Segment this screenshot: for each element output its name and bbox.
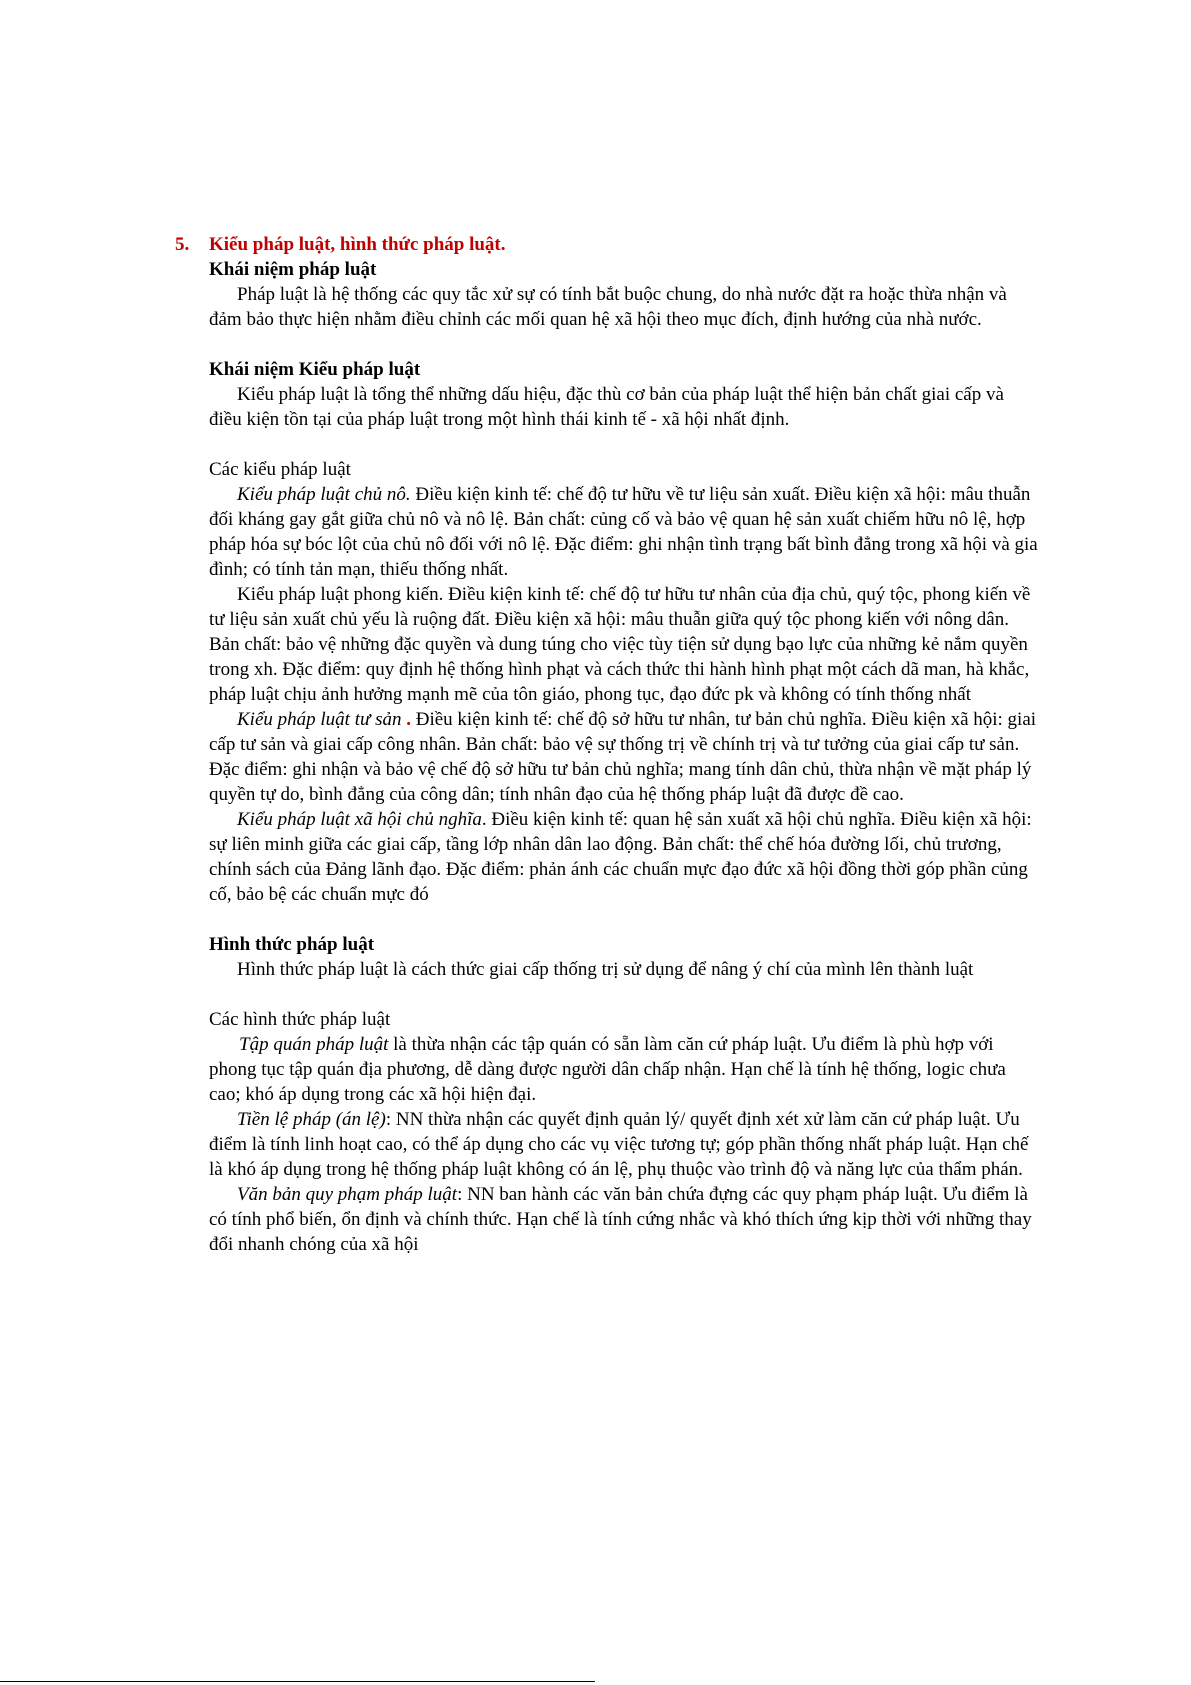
document-body	[209, 232, 1039, 1257]
text-tap-quan: là thừa nhận các tập quán có sẵn làm căn cứ pháp luật. Ưu điểm là phù hợp với phong tục tập quán địa phương, dễ dàng được người dân chấp nhận. Hạn chế là tính hệ thống, logic chưa cao; khó áp dụng trong các xã hội hiện đại.	[209, 1034, 1006, 1105]
text-kieu-xhcn: . Điều kiện kinh tế: quan hệ sản xuất xã hội chủ nghĩa. Điều kiện xã hội: sự liên minh giữa các giai cấp, tầng lớp nhân dân lao động. Bản chất: thể chế hóa đường lối, chủ trương, chính sách của Đảng lãnh đạo. Đặc điểm: phản ánh các chuẩn mực đạo đức xã hội đồng thời góp phần củng cố, bảo bệ các chuẩn mực đó	[209, 809, 1032, 905]
label-kieu-tu-san: Kiểu pháp luật tư sản	[237, 709, 402, 730]
label-tien-le: Tiền lệ pháp (án lệ)	[237, 1109, 386, 1130]
section-title: Kiểu pháp luật, hình thức pháp luật.	[209, 234, 506, 255]
subheading-cac-hinh-thuc-phap-luat: Các hình thức pháp luật	[209, 1009, 391, 1030]
section-number: 5.	[175, 234, 190, 255]
text-tien-le: : NN thừa nhận các quyết định quản lý/ quyết định xét xử làm căn cứ pháp luật. Ưu điểm là tính linh hoạt cao, có thể áp dụng cho các vụ việc tương tự; góp phần thống nhất pháp luật. Hạn chế là khó áp dụng trong hệ thống pháp luật không có án lệ, phụ thuộc vào trình độ và năng lực của thẩm phán.	[209, 1109, 1029, 1180]
paragraph-kieu-chu-no	[209, 482, 1039, 582]
paragraph-khai-niem-kieu-phap-luat: Kiểu pháp luật là tổng thể những dấu hiệu, đặc thù cơ bản của pháp luật thể hiện bản chất giai cấp và điều kiện tồn tại của pháp luật trong một hình thái kinh tế - xã hội nhất định.	[209, 384, 1004, 430]
text-kieu-chu-no: Điều kiện kinh tế: chế độ tư hữu về tư liệu sản xuất. Điều kiện xã hội: mâu thuẫn đối kháng gay gắt giữa chủ nô và nô lệ. Bản chất: củng cố và bảo vệ quan hệ sản xuất chiếm hữu nô lệ, hợp pháp hóa sự bóc lột của chủ nô đối với nô lệ. Đặc điểm: ghi nhận tình trạng bất bình đẳng trong xã hội và gia đình; có tính tản mạn, thiếu thống nhất.	[209, 484, 1038, 580]
label-van-ban: Văn bản quy phạm pháp luật	[237, 1184, 458, 1205]
label-kieu-xhcn: Kiểu pháp luật xã hội chủ nghĩa	[237, 809, 482, 830]
paragraph-khai-niem-phap-luat: Pháp luật là hệ thống các quy tắc xử sự có tính bắt buộc chung, do nhà nước đặt ra hoặc thừa nhận và đảm bảo thực hiện nhằm điều chỉnh các mối quan hệ xã hội theo mục đích, định hướng của nhà nước.	[209, 284, 1007, 330]
red-dot-marker: .	[401, 709, 411, 730]
footer-rule	[0, 1681, 595, 1682]
subheading-hinh-thuc-phap-luat: Hình thức pháp luật	[209, 934, 375, 955]
paragraph-kieu-tu-san	[209, 707, 1039, 807]
label-tap-quan: Tập quán pháp luật	[239, 1034, 389, 1055]
text-van-ban: : NN ban hành các văn bản chứa đựng các quy phạm pháp luật. Ưu điểm là có tính phổ biến, ổn định và chính thức. Hạn chế là tính cứng nhắc và khó thích ứng kịp thời với những thay đổi nhanh chóng của xã hội	[209, 1184, 1032, 1255]
paragraph-kieu-xhcn	[209, 807, 1039, 907]
subheading-khai-niem-phap-luat: Khái niệm pháp luật	[209, 259, 377, 280]
paragraph-tien-le	[209, 1107, 1039, 1182]
paragraph-hinh-thuc-phap-luat: Hình thức pháp luật là cách thức giai cấp thống trị sử dụng để nâng ý chí của mình lên thành luật	[237, 959, 974, 980]
text-kieu-tu-san: Điều kiện kinh tế: chế độ sở hữu tư nhân, tư bản chủ nghĩa. Điều kiện xã hội: giai cấp tư sản và giai cấp công nhân. Bản chất: bảo vệ sự thống trị về chính trị và tư tưởng của giai cấp tư sản. Đặc điểm: ghi nhận và bảo vệ chế độ sở hữu tư bản chủ nghĩa; mang tính dân chủ, thừa nhận về mặt pháp lý quyền tự do, bình đẳng của công dân; tính nhân đạo của hệ thống pháp luật đã được đề cao.	[209, 709, 1037, 805]
subheading-cac-kieu-phap-luat: Các kiểu pháp luật	[209, 459, 351, 480]
paragraph-tap-quan	[209, 1032, 1039, 1107]
subheading-khai-niem-kieu-phap-luat: Khái niệm Kiểu pháp luật	[209, 359, 421, 380]
paragraph-kieu-phong-kien: Kiểu pháp luật phong kiến. Điều kiện kinh tế: chế độ tư hữu tư nhân của địa chủ, quý tộc, phong kiến về tư liệu sản xuất chủ yếu là ruộng đất. Điều kiện xã hội: mâu thuẫn giữa quý tộc phong kiến với nông dân. Bản chất: bảo vệ những đặc quyền và dung túng cho việc tùy tiện sử dụng bạo lực của những kẻ nắm quyền trong xh. Đặc điểm: quy định hệ thống hình phạt và cách thức thi hành hình phạt một cách dã man, hà khắc, pháp luật chịu ảnh hưởng mạnh mẽ của tôn giáo, phong tục, đạo đức pk và không có tính thống nhất	[209, 584, 1031, 705]
paragraph-van-ban	[209, 1182, 1039, 1257]
label-kieu-chu-no: Kiểu pháp luật chủ nô.	[237, 484, 411, 505]
